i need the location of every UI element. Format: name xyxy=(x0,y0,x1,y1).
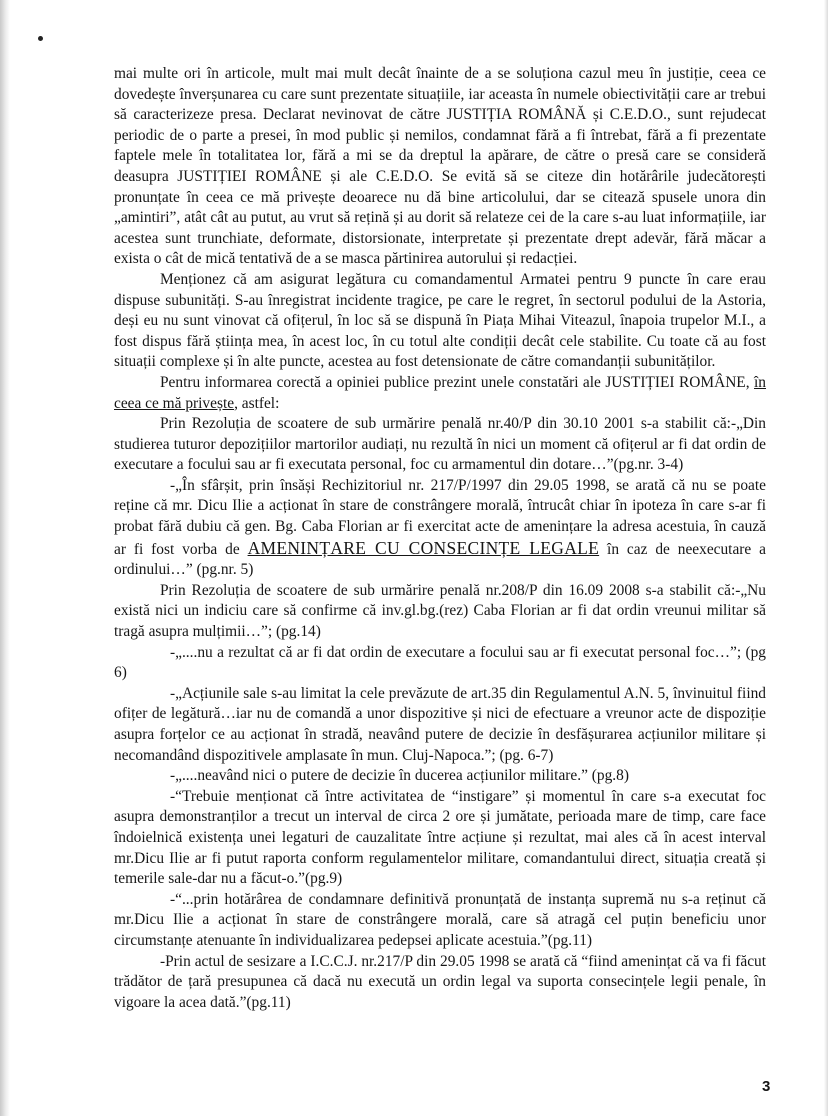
quote-final-conviction: -“...prin hotărârea de condamnare definitivă pronunțată de instanța supremă nu s-a reținut că mr.Dicu Ilie a acționat în stare de constrângere morală, care să atragă cel puțin beneficiu unor circumstanțe atenuante în individualizarea pedepsei aplicate acestuia.”(pg.11) xyxy=(114,890,766,949)
underlined-phrase-my-case: în ceea ce mă privește xyxy=(114,373,766,412)
paragraph-resolution-208p: Prin Rezoluția de scoatere de sub urmărire penală nr.208/P din 16.09 2008 s-a stabilit că:-„Nu există nici un indiciu care să confirme că inv.gl.bg.(rez) Caba Florian ar fi dat ordin vreunui militar să tragă asupra mulțimii…”; (pg.14) xyxy=(114,581,766,641)
paragraph-public-information xyxy=(114,373,766,414)
paragraph-indictment-217p xyxy=(114,476,766,581)
paragraph-resolution-40p: Prin Rezoluția de scoatere de sub urmărire penală nr.40/P din 30.10 2001 s-a stabilit că:-„Din studierea tuturor depozițiilor martorilor audiați, nu rezultă în nici un moment că ofițerul ar fi dat ordin de executare a focului sau ar fi executata personal, foc cu armamentul din dotare…”(pg.nr. 3-4) xyxy=(114,415,766,474)
quote-instigation-interval: -“Trebuie menționat că între activitatea de “instigare” și momentul în care s-a executat foc asupra demonstranților a trecut un interval de circa 2 ore și jumătate, perioada mare de timp, care face îndoielnică existența unei legaturi de cauzalitate între acțiune și rezultat, mai ales că în acest interval mr.Dicu Ilie ar fi putut raporta conform regulamentelor militare, comandantului direct, situația creată și temerile sale-dar nu a făcut-o.”(pg.9) xyxy=(114,787,766,888)
paragraph-army-liaison: Menționez că am asigurat legătura cu comandamentul Armatei pentru 9 puncte în care erau dispuse subunități. S-au înregistrat incidente tragice, pe care le regret, în sectorul podului de la Astoria, deși eu nu sunt vinovat că ofițerul, în loc să se dispună în Piața Mihai Viteazul, înapoia trupelor M.I., a fost dispus fără știința mea, în acest loc, în cu totul alte condiții decât cele stabilite. Cu toate că au fost situații complexe și în alte puncte, acestea au fost detensionate de către comandanții subunităților. xyxy=(114,270,766,371)
underlined-phrase-legal-threat: AMENINȚARE CU CONSECINȚE LEGALE xyxy=(247,537,600,558)
quote-no-fire-order: -„....nu a rezultat că ar fi dat ordin de executare a focului sau ar fi executat personal foc…”; (pg 6) xyxy=(114,643,766,682)
paragraph-public-information-end: , astfel: xyxy=(234,394,280,412)
margin-dot-mark xyxy=(38,36,43,41)
page-left-edge-shadow xyxy=(0,0,10,1116)
page-number: 3 xyxy=(762,1078,771,1095)
paragraph-indictment-text: -„În sfârșit, prin însăși Rechizitoriul nr. 217/P/1997 din 29.05 1998, se arată că nu se poate reține că mr. Dicu Ilie a acționat în stare de constrângere morală, întrucât chiar în ipoteza în care s-ar fi probat fără dubiu că gen. Bg. Caba Florian ar fi exercitat acte de amenințare la adresa acestuia, în cauză ar fi fost vorba de xyxy=(114,476,766,558)
quote-no-decision-power: -„....neavând nici o putere de decizie în ducerea acțiunilor militare.” (pg.8) xyxy=(170,767,629,785)
document-body xyxy=(114,64,766,1013)
page-right-edge-shadow xyxy=(824,0,828,1116)
paragraph-press-critique: mai multe ori în articole, mult mai mult decât înainte de a se soluționa cazul meu în justiție, ceea ce dovedește înverșunarea cu care sunt prezentate situațiile, iar aceasta în numele obiectivității care ar trebui să caracterizeze presa. Declarat nevinovat de către JUSTIȚIA ROMÂNĂ și C.E.D.O., sunt rejudecat periodic de o parte a presei, în mod public și nemilos, condamnat fără a fi întrebat, fără a fi prezentate faptele mele în totalitatea lor, fără a mi se da dreptul la apărare, de către o presă care se consideră deasupra JUSTIȚIEI ROMÂNE și ale C.E.D.O. Se evită să se citeze din hotărârile judecătorești pronunțate în ceea ce mă privește deoarece nu dă bine articolului, dar se citează spusele unora din „amintiri”, atât cât au putut, au vrut să rețină și au dorit să relateze cei de la care s-au luat informațiile, iar acestea sunt trunchiate, deformate, distorsionate, interpretate și prezentate drept adevăr, fără măcar a exista o cât de mică tentativă de a se masca părtinirea autorului și redacției. xyxy=(114,65,766,268)
quote-liaison-officer: -„Acțiunile sale s-au limitat la cele prevăzute de art.35 din Regulamentul A.N. 5, învinuitul fiind ofițer de legătură…iar nu de comandă a unor dispozitive și nici de efectuare a vreunor acte de dispoziție asupra forțelor ce au acționat în stradă, neavând putere de decizie în desfășurarea acțiunilor militare și necomandând dispozitivele amplasate în mun. Cluj-Napoca.”; (pg. 6-7) xyxy=(114,684,766,764)
paragraph-indictment-end: în caz de neexecutare a ordinului…” (pg.nr. 5) xyxy=(114,540,766,579)
paragraph-public-information-text: Pentru informarea corectă a opiniei publice prezint unele constatări ale JUSTIȚIEI ROMÂNE, xyxy=(160,373,755,391)
paragraph-iccj-referral: -Prin actul de sesizare a I.C.C.J. nr.217/P din 29.05 1998 se arată că “fiind amenințat că va fi făcut trădător de țară presupunea că dacă nu execută un ordin legal va suporta consecințele legii penale, în vigoare la acea dată.”(pg.11) xyxy=(114,952,766,1011)
